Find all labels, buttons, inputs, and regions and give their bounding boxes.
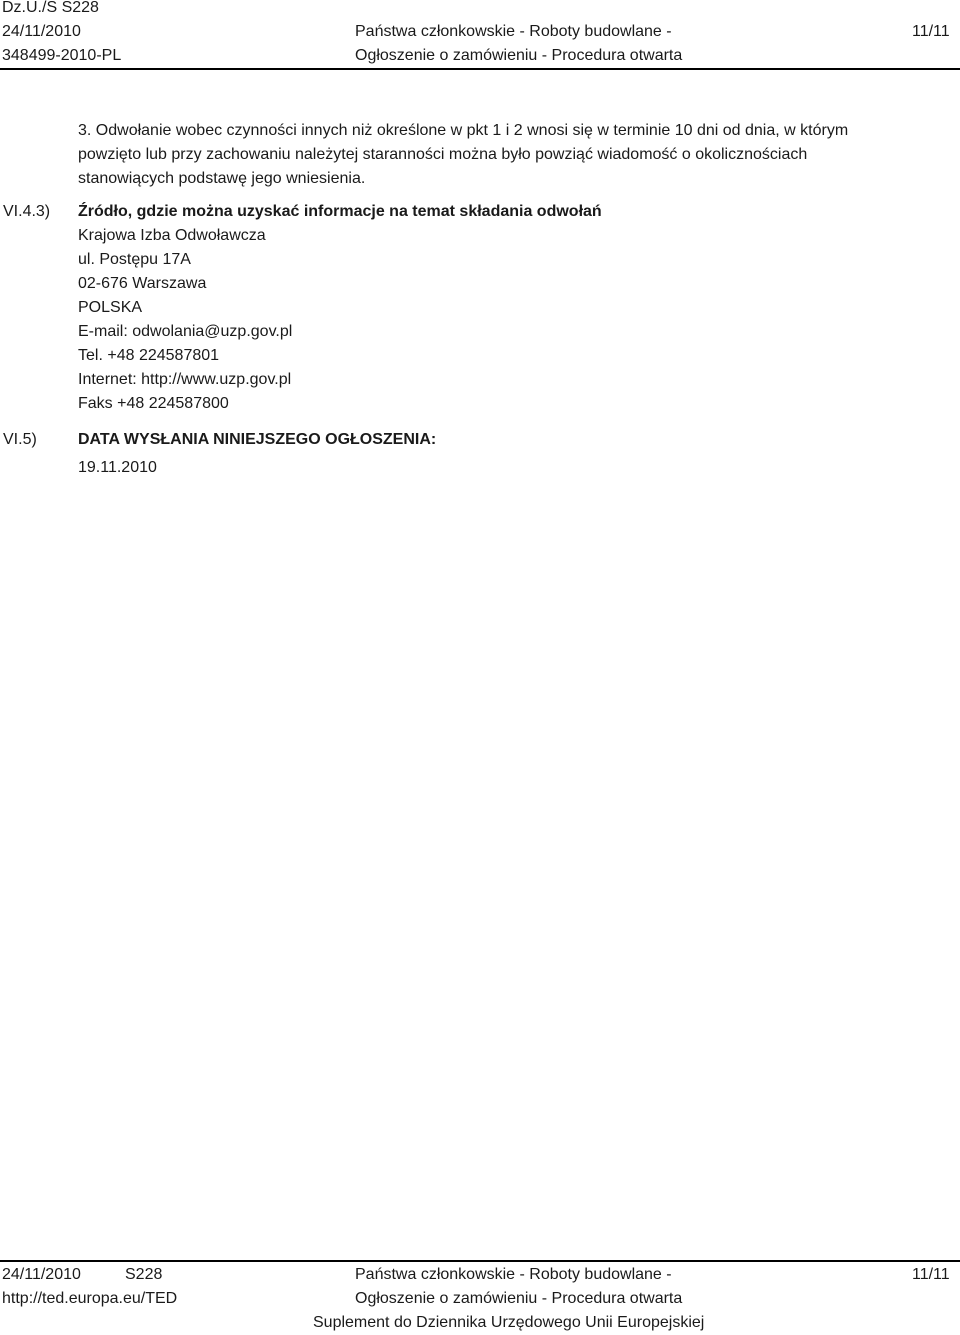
footer-ted-link[interactable]: http://ted.europa.eu/TED <box>2 1290 178 1307</box>
dispatch-date: 19.11.2010 <box>78 459 157 476</box>
section-label-vi43: VI.4.3) <box>3 203 51 220</box>
internet-row <box>78 368 950 392</box>
footer-title-line1: Państwa członkowskie - Roboty budowlane - <box>355 1266 672 1283</box>
footer-page-number: 11/11 <box>912 1266 950 1283</box>
email-link[interactable]: odwolania@uzp.gov.pl <box>132 323 293 340</box>
email-row <box>78 320 950 344</box>
document-id: 348499-2010-PL <box>2 47 122 64</box>
header-rule <box>0 68 960 70</box>
footer-supplement: Suplement do Dziennika Urzędowego Unii Europejskiej <box>313 1314 705 1331</box>
email-label: E-mail: <box>78 323 128 340</box>
header-date: 24/11/2010 <box>2 23 81 40</box>
appeal-text-line: 3. Odwołanie wobec czynności innych niż określone w pkt 1 i 2 wnosi się w terminie 10 dni od dnia, w którym <box>78 122 849 139</box>
header-title-line2: Ogłoszenie o zamówieniu - Procedura otwarta <box>355 47 683 64</box>
footer-date: 24/11/2010 <box>2 1266 81 1283</box>
city: 02-676 Warszawa <box>78 275 207 292</box>
street-address: ul. Postępu 17A <box>78 251 191 268</box>
fax-number: +48 224587800 <box>117 395 229 412</box>
footer-title-line2: Ogłoszenie o zamówieniu - Procedura otwarta <box>355 1290 683 1307</box>
footer-rule <box>0 1260 960 1262</box>
appeal-text-line: powzięto lub przy zachowaniu należytej staranności można było powziąć wiadomość o okolicznościach <box>78 146 808 163</box>
internet-link[interactable]: http://www.uzp.gov.pl <box>141 371 292 388</box>
dispatch-date-heading: DATA WYSŁANIA NINIEJSZEGO OGŁOSZENIA: <box>78 431 437 448</box>
fax-label: Faks <box>78 395 113 412</box>
tel-row <box>78 344 950 368</box>
internet-label: Internet: <box>78 371 137 388</box>
header-title-line1: Państwa członkowskie - Roboty budowlane - <box>355 23 672 40</box>
section-vi43 <box>78 200 950 416</box>
organisation-name: Krajowa Izba Odwoławcza <box>78 227 266 244</box>
section-label-vi5: VI.5) <box>3 431 37 448</box>
footer-issue: S228 <box>125 1266 163 1283</box>
tel-label: Tel. <box>78 347 103 364</box>
journal-ref: Dz.U./S S228 <box>2 0 99 16</box>
section-heading: Źródło, gdzie można uzyskać informacje na temat składania odwołań <box>78 203 602 220</box>
country: POLSKA <box>78 299 143 316</box>
header-page-number: 11/11 <box>912 23 950 40</box>
appeal-point-3 <box>78 119 950 191</box>
appeal-text-line: stanowiących podstawę jego wniesienia. <box>78 170 366 187</box>
section-vi5 <box>78 428 950 480</box>
fax-row <box>78 392 950 416</box>
tel-number: +48 224587801 <box>107 347 220 364</box>
